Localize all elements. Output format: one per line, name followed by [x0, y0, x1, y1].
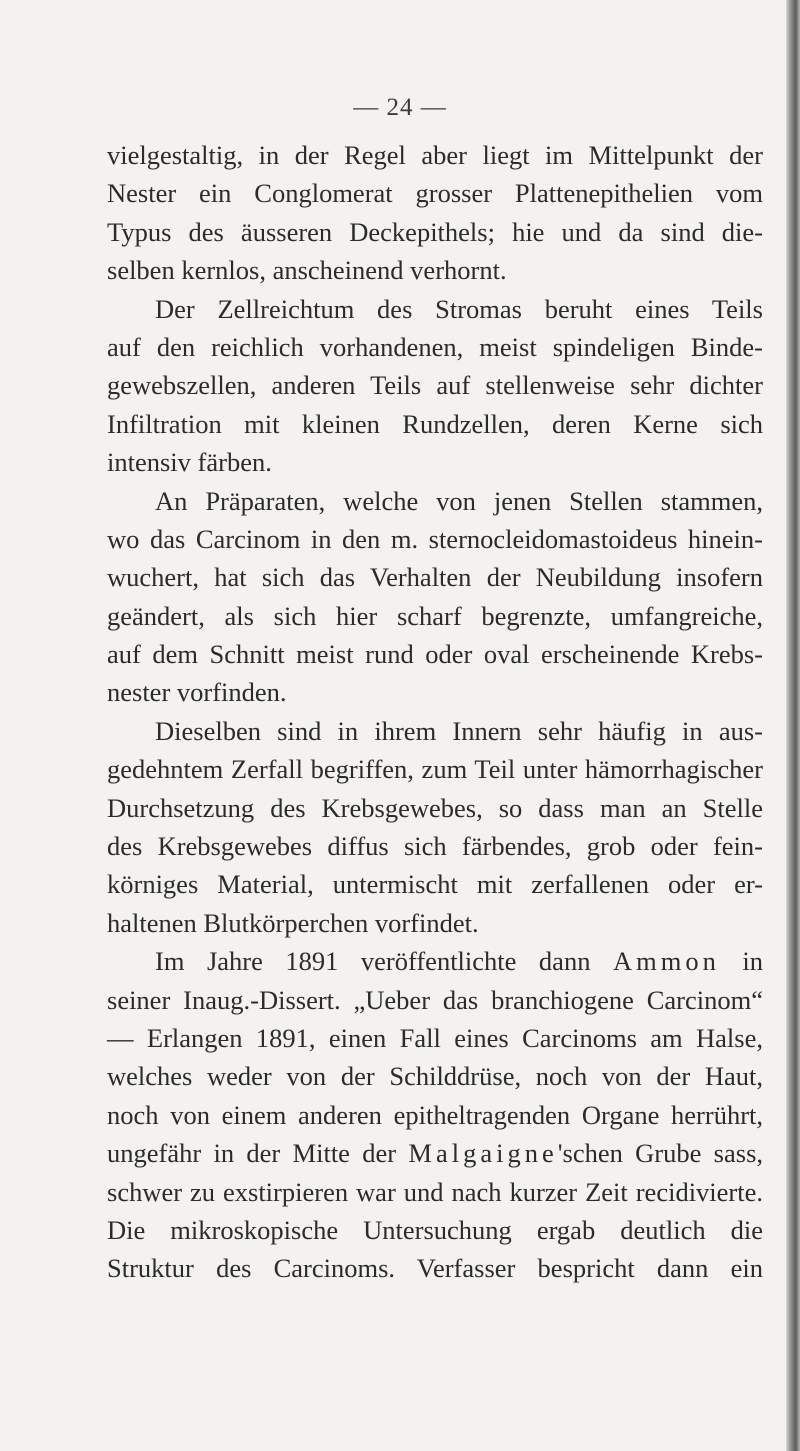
text-line: des Krebsgewebes diffus sich färbendes, grob oder fein-: [107, 831, 763, 862]
text-line: gedehntem Zerfall begriffen, zum Teil unter hämorrhagischer: [107, 754, 763, 785]
text-line: welches weder von der Schilddrüse, noch von der Haut,: [107, 1061, 763, 1092]
text-line: Der Zellreichtum des Stromas beruht eines Teils: [155, 293, 763, 324]
text-line: haltenen Blutkörperchen vorfindet.: [107, 907, 479, 938]
text-line: nester vorfinden.: [107, 677, 287, 708]
page-number: — 24 —: [353, 94, 447, 121]
text-line: schwer zu exstirpieren war und nach kurzer Zeit recidivierte.: [107, 1176, 763, 1207]
text-fragment: 'schen Grube sass,: [557, 1138, 764, 1169]
author-name-malgaigne: Malgaigne: [408, 1138, 558, 1169]
text-fragment: ungefähr in der Mitte der: [107, 1138, 397, 1169]
text-line: Struktur des Carcinoms. Verfasser bespricht dann ein: [107, 1253, 763, 1284]
text-line: körniges Material, untermischt mit zerfallenen oder er-: [107, 869, 763, 900]
text-line: auf dem Schnitt meist rund oder oval erscheinende Krebs-: [107, 639, 763, 670]
text-line: Durchsetzung des Krebsgewebes, so dass man an Stelle: [107, 792, 763, 823]
text-line: [107, 1134, 763, 1172]
text-line: vielgestaltig, in der Regel aber liegt im Mittelpunkt der: [107, 140, 763, 170]
text-line: Nester ein Conglomerat grosser Plattenepithelien vom: [107, 178, 763, 209]
text-line: gewebszellen, anderen Teils auf stellenweise sehr dichter: [107, 370, 763, 401]
text-fragment: Im Jahre 1891 veröffentlichte dann: [155, 946, 591, 977]
text-line: Die mikroskopische Untersuchung ergab deutlich die: [107, 1214, 763, 1245]
text-line: Infiltration mit kleinen Rundzellen, deren Kerne sich: [107, 408, 763, 439]
text-line: geändert, als sich hier scharf begrenzte, umfangreiche,: [107, 600, 763, 631]
text-line: auf den reichlich vorhandenen, meist spindeligen Binde-: [107, 331, 763, 362]
body-text: [107, 136, 763, 1288]
text-line: wuchert, hat sich das Verhalten der Neubildung insofern: [107, 562, 763, 593]
text-line: selben kernlos, anscheinend verhornt.: [107, 255, 507, 286]
text-line: — Erlangen 1891, einen Fall eines Carcinoms am Halse,: [107, 1022, 763, 1053]
text-line: wo das Carcinom in den m. sternocleidomastoideus hinein-: [107, 523, 763, 554]
text-line: Typus des äusseren Deckepithels; hie und da sind die-: [107, 216, 763, 247]
text-line: [107, 942, 763, 980]
text-line: seiner Inaug.-Dissert. „Ueber das branchiogene Carcinom“: [107, 984, 763, 1015]
text-fragment: in: [742, 946, 764, 977]
text-line: noch von einem anderen epitheltragenden Organe herrührt,: [107, 1099, 763, 1130]
text-line: Dieselben sind in ihrem Innern sehr häufig in aus-: [155, 715, 763, 746]
text-line: intensiv färben.: [107, 447, 272, 478]
page-edge-shadow: [786, 0, 800, 1451]
text-line: An Präparaten, welche von jenen Stellen stammen,: [155, 485, 763, 516]
author-name-ammon: Ammon: [612, 946, 720, 977]
